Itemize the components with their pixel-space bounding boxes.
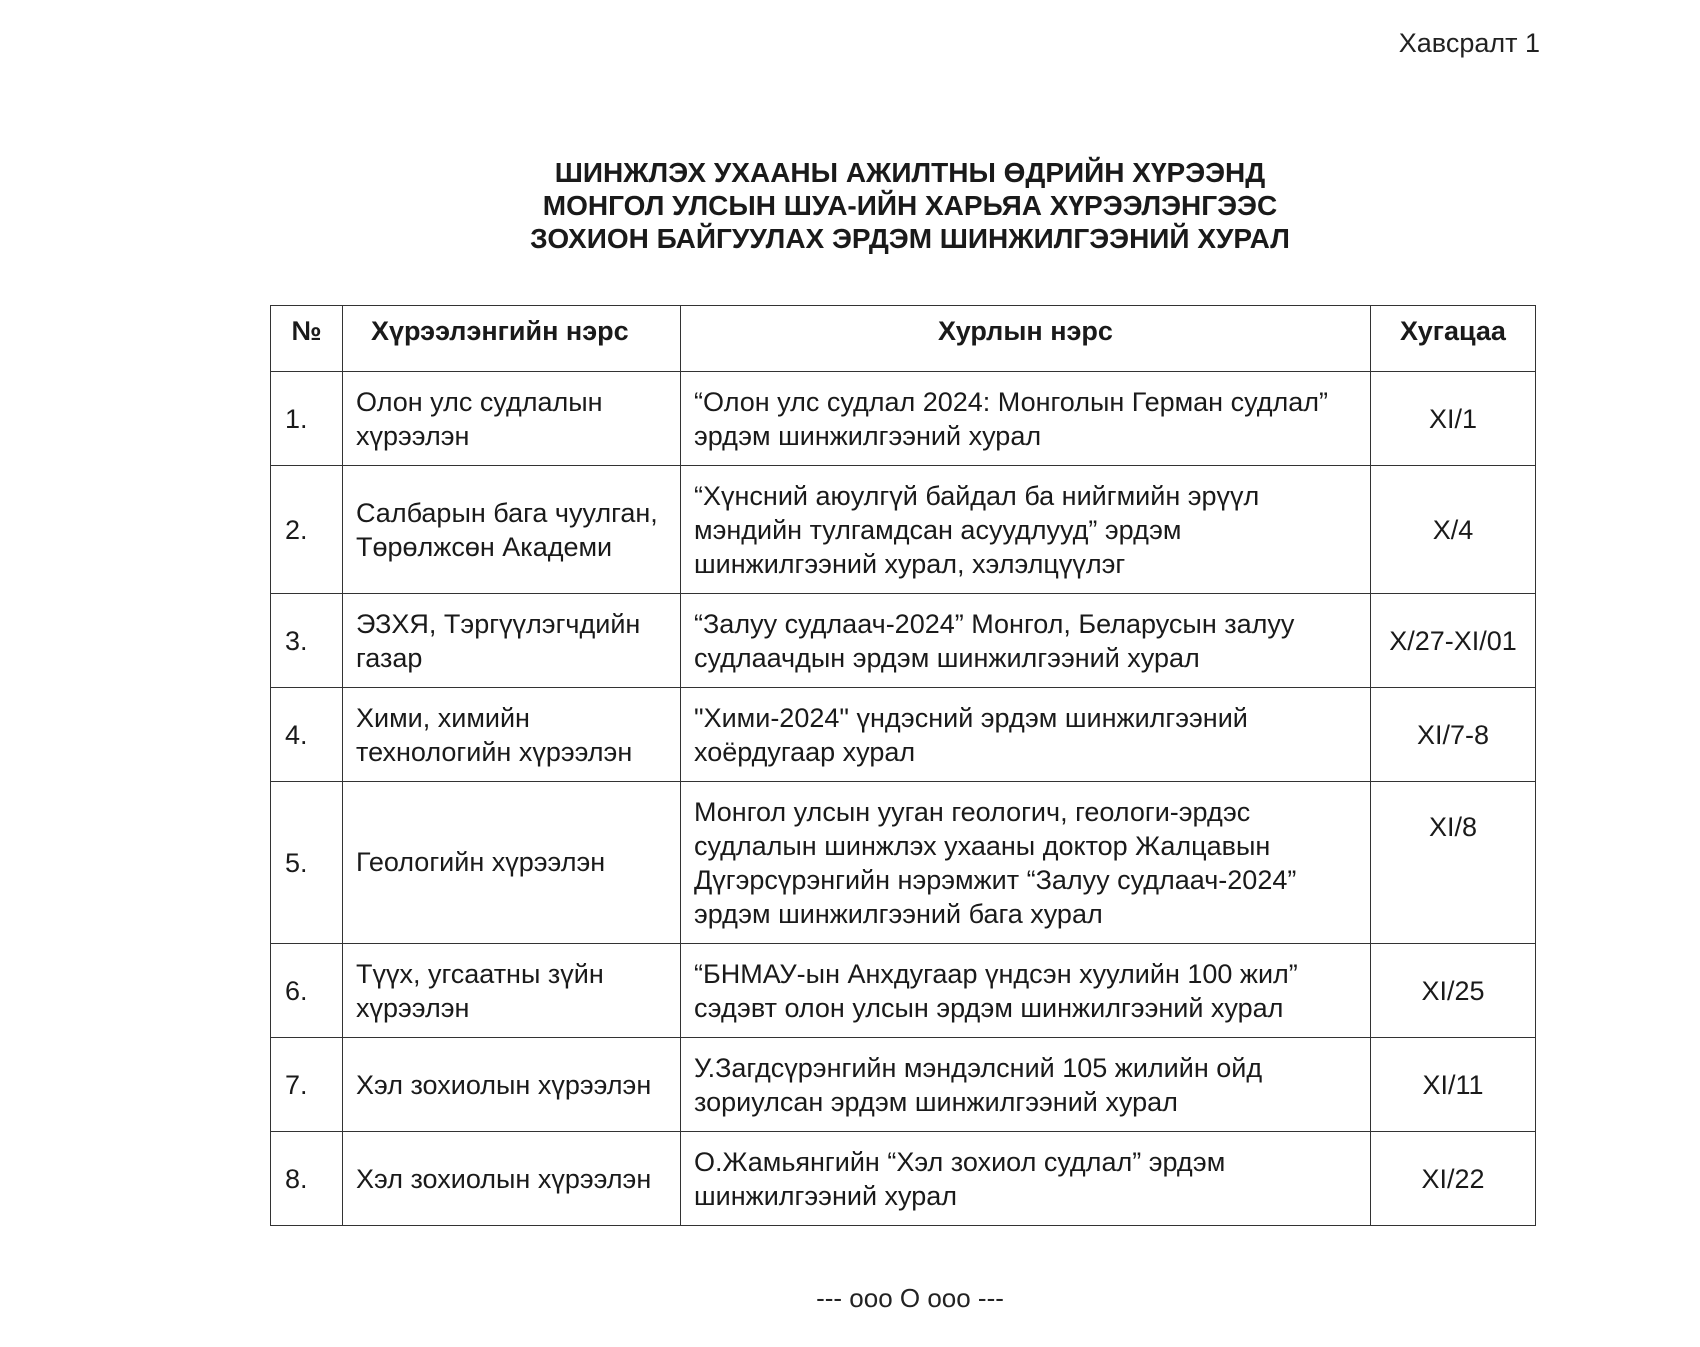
row-num: 6. — [271, 944, 343, 1038]
table-row — [271, 594, 1536, 688]
row-num: 1. — [271, 372, 343, 466]
row-conference: “Олон улс судлал 2024: Монголын Герман судлал” эрдэм шинжилгээний хурал — [681, 372, 1371, 466]
row-num: 8. — [271, 1132, 343, 1226]
row-date: XI/7-8 — [1371, 688, 1536, 782]
row-date: XI/22 — [1371, 1132, 1536, 1226]
annex-label: Хавсралт 1 — [1398, 28, 1540, 58]
row-institution: Геологийн хүрээлэн — [343, 782, 681, 944]
row-conference: О.Жамьянгийн “Хэл зохиол судлал” эрдэм шинжилгээний хурал — [681, 1132, 1371, 1226]
row-institution: Хими, химийн технологийн хүрээлэн — [343, 688, 681, 782]
row-num: 4. — [271, 688, 343, 782]
row-institution: Салбарын бага чуулган, Төрөлжсөн Академи — [343, 466, 681, 594]
header-date: Хугацаа — [1371, 306, 1536, 372]
header-num: № — [271, 306, 343, 372]
title-line-1: ШИНЖЛЭХ УХААНЫ АЖИЛТНЫ ӨДРИЙН ХҮРЭЭНД — [554, 157, 1266, 188]
row-institution: Хэл зохиолын хүрээлэн — [343, 1132, 681, 1226]
table-row — [271, 944, 1536, 1038]
table-row — [271, 372, 1536, 466]
row-conference: “Хүнсний аюулгүй байдал ба нийгмийн эрүүл мэндийн тулгамдсан асуудлууд” эрдэм шинжилгээний хурал, хэлэлцүүлэг — [681, 466, 1371, 594]
row-num: 2. — [271, 466, 343, 594]
header-conference: Хурлын нэрс — [681, 306, 1371, 372]
row-date: X/27-XI/01 — [1371, 594, 1536, 688]
row-num: 5. — [271, 782, 343, 944]
row-date: XI/11 — [1371, 1038, 1536, 1132]
row-conference: Монгол улсын ууган геологич, геологи-эрдэс судлалын шинжлэх ухааны доктор Жалцавын Дүгэрсүрэнгийн нэрэмжит “Залуу судлаач-2024” эрдэм шинжилгээний бага хурал — [681, 782, 1371, 944]
row-institution: Хэл зохиолын хүрээлэн — [343, 1038, 681, 1132]
row-conference: У.Загдсүрэнгийн мэндэлсний 105 жилийн ойд зориулсан эрдэм шинжилгээний хурал — [681, 1038, 1371, 1132]
document-title — [0, 156, 1700, 255]
table-row — [271, 1132, 1536, 1226]
row-date: X/4 — [1371, 466, 1536, 594]
document-end-mark — [0, 1283, 1700, 1314]
row-date: XI/25 — [1371, 944, 1536, 1038]
row-date: XI/1 — [1371, 372, 1536, 466]
table-header-row — [271, 306, 1536, 372]
row-num: 7. — [271, 1038, 343, 1132]
table-row — [271, 466, 1536, 594]
conference-table — [270, 305, 1536, 1226]
row-institution: ЭЗХЯ, Тэргүүлэгчдийн газар — [343, 594, 681, 688]
header-institution: Хүрээлэнгийн нэрс — [343, 306, 681, 372]
row-conference: “БНМАУ-ын Анхдугаар үндсэн хуулийн 100 жил” сэдэвт олон улсын эрдэм шинжилгээний хурал — [681, 944, 1371, 1038]
row-conference: “Залуу судлаач-2024” Монгол, Беларусын залуу судлаачдын эрдэм шинжилгээний хурал — [681, 594, 1371, 688]
table-row — [271, 782, 1536, 944]
row-institution: Түүх, угсаатны зүйн хүрээлэн — [343, 944, 681, 1038]
title-line-2: МОНГОЛ УЛСЫН ШУА-ИЙН ХАРЬЯА ХҮРЭЭЛЭНГЭЭС — [542, 190, 1278, 221]
row-institution: Олон улс судлалын хүрээлэн — [343, 372, 681, 466]
title-line-3: ЗОХИОН БАЙГУУЛАХ ЭРДЭМ ШИНЖИЛГЭЭНИЙ ХУРАЛ — [530, 223, 1290, 254]
row-date: XI/8 — [1371, 782, 1536, 944]
row-num: 3. — [271, 594, 343, 688]
table-row — [271, 688, 1536, 782]
row-conference: "Хими-2024" үндэсний эрдэм шинжилгээний хоёрдугаар хурал — [681, 688, 1371, 782]
end-mark-text: --- ooo O ooo --- — [816, 1283, 1004, 1313]
table-row — [271, 1038, 1536, 1132]
